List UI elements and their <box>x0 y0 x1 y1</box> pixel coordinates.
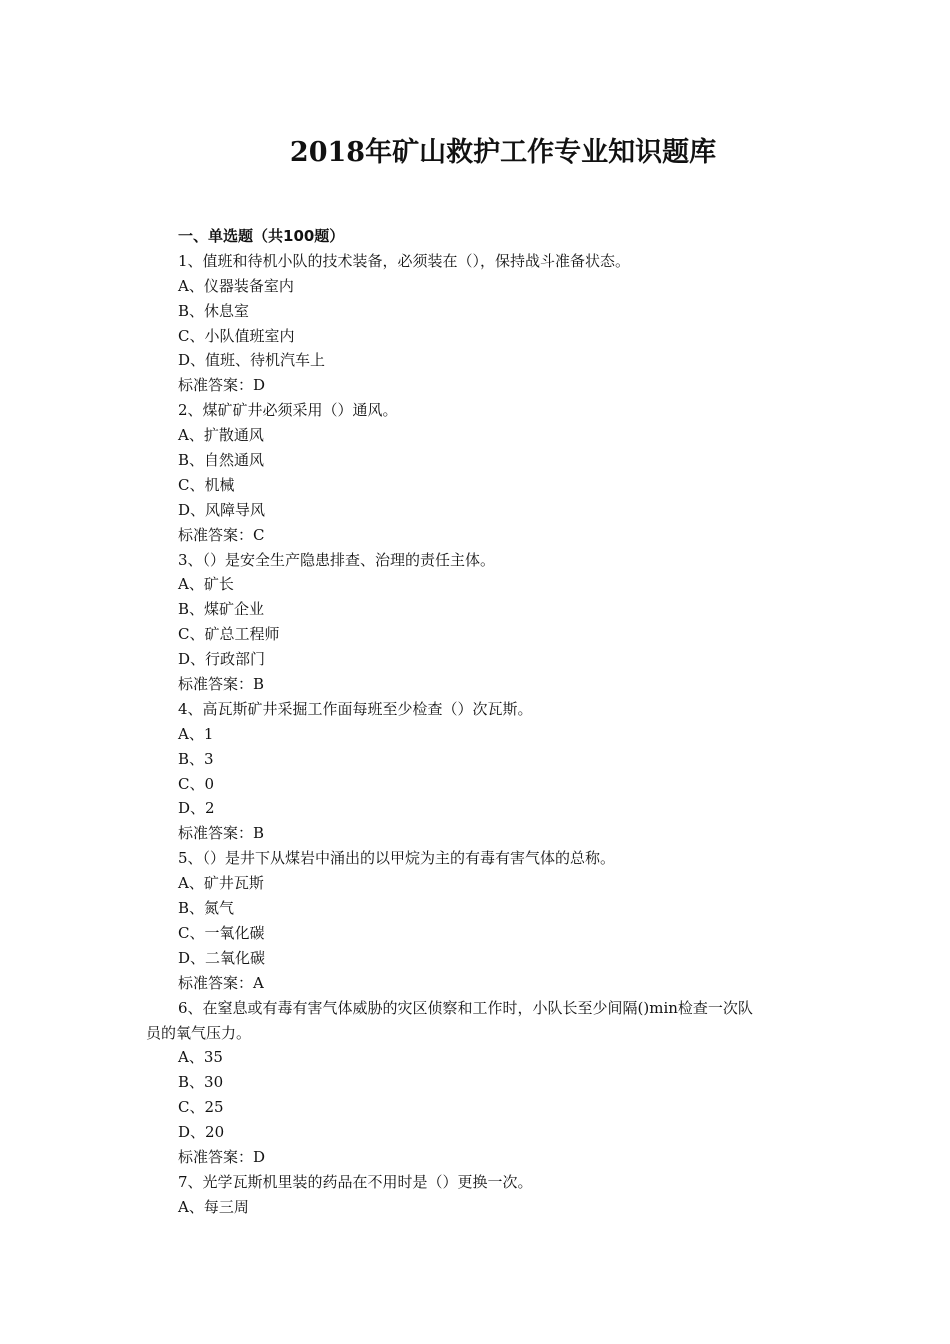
answer: 标准答案：C <box>178 525 265 544</box>
option: C、0 <box>178 774 215 793</box>
option: B、30 <box>178 1073 224 1092</box>
option: A、每三周 <box>178 1197 249 1216</box>
option: A、1 <box>178 724 214 743</box>
option: C、一氧化碳 <box>178 923 265 942</box>
option: A、扩散通风 <box>178 426 264 445</box>
question-text: 1、值班和待机小队的技术装备，必须装在（），保持战斗准备状态。 <box>178 251 631 270</box>
option: C、25 <box>178 1098 224 1117</box>
question-text: 6、在窒息或有毒有害气体威胁的灾区侦察和工作时，小队长至少间隔()min检查一次队 <box>178 998 753 1017</box>
question-text: 5、（）是井下从煤岩中涌出的以甲烷为主的有毒有害气体的总称。 <box>178 849 616 868</box>
option: B、氮气 <box>178 899 235 918</box>
page-title: 2018年矿山救护工作专业知识题库 <box>289 137 717 168</box>
option: D、二氧化碳 <box>178 948 266 967</box>
option: B、自然通风 <box>178 451 265 470</box>
question-text: 2、煤矿矿井必须采用（）通风。 <box>178 401 398 420</box>
question-text: 7、光学瓦斯机里装的药品在不用时是（）更换一次。 <box>178 1172 533 1191</box>
option: D、值班、待机汽车上 <box>178 351 326 370</box>
option: B、煤矿企业 <box>178 600 265 619</box>
option: C、机械 <box>178 475 235 494</box>
option: B、3 <box>178 749 214 768</box>
option: B、休息室 <box>178 301 250 320</box>
question-text: 4、高瓦斯矿井采掘工作面每班至少检查（）次瓦斯。 <box>178 699 533 718</box>
question-text-continued: 员的氧气压力。 <box>146 1023 252 1042</box>
option: A、矿长 <box>178 575 234 594</box>
option: C、小队值班室内 <box>178 326 295 345</box>
option: D、行政部门 <box>178 650 266 669</box>
answer: 标准答案：A <box>178 973 264 992</box>
answer: 标准答案：B <box>178 675 265 694</box>
option: A、矿井瓦斯 <box>178 874 264 893</box>
question-text: 3、（）是安全生产隐患排查、治理的责任主体。 <box>178 550 496 569</box>
answer: 标准答案：D <box>178 1147 266 1166</box>
answer: 标准答案：B <box>178 824 265 843</box>
option: C、矿总工程师 <box>178 625 280 644</box>
option: D、风障导风 <box>178 500 266 519</box>
answer: 标准答案：D <box>178 376 266 395</box>
option: A、35 <box>178 1048 223 1067</box>
option: D、2 <box>178 799 215 818</box>
document-body <box>0 224 950 1220</box>
option: D、20 <box>178 1123 225 1142</box>
section-heading: 一、单选题（共100题） <box>178 227 345 245</box>
option: A、仪器装备室内 <box>178 276 294 295</box>
